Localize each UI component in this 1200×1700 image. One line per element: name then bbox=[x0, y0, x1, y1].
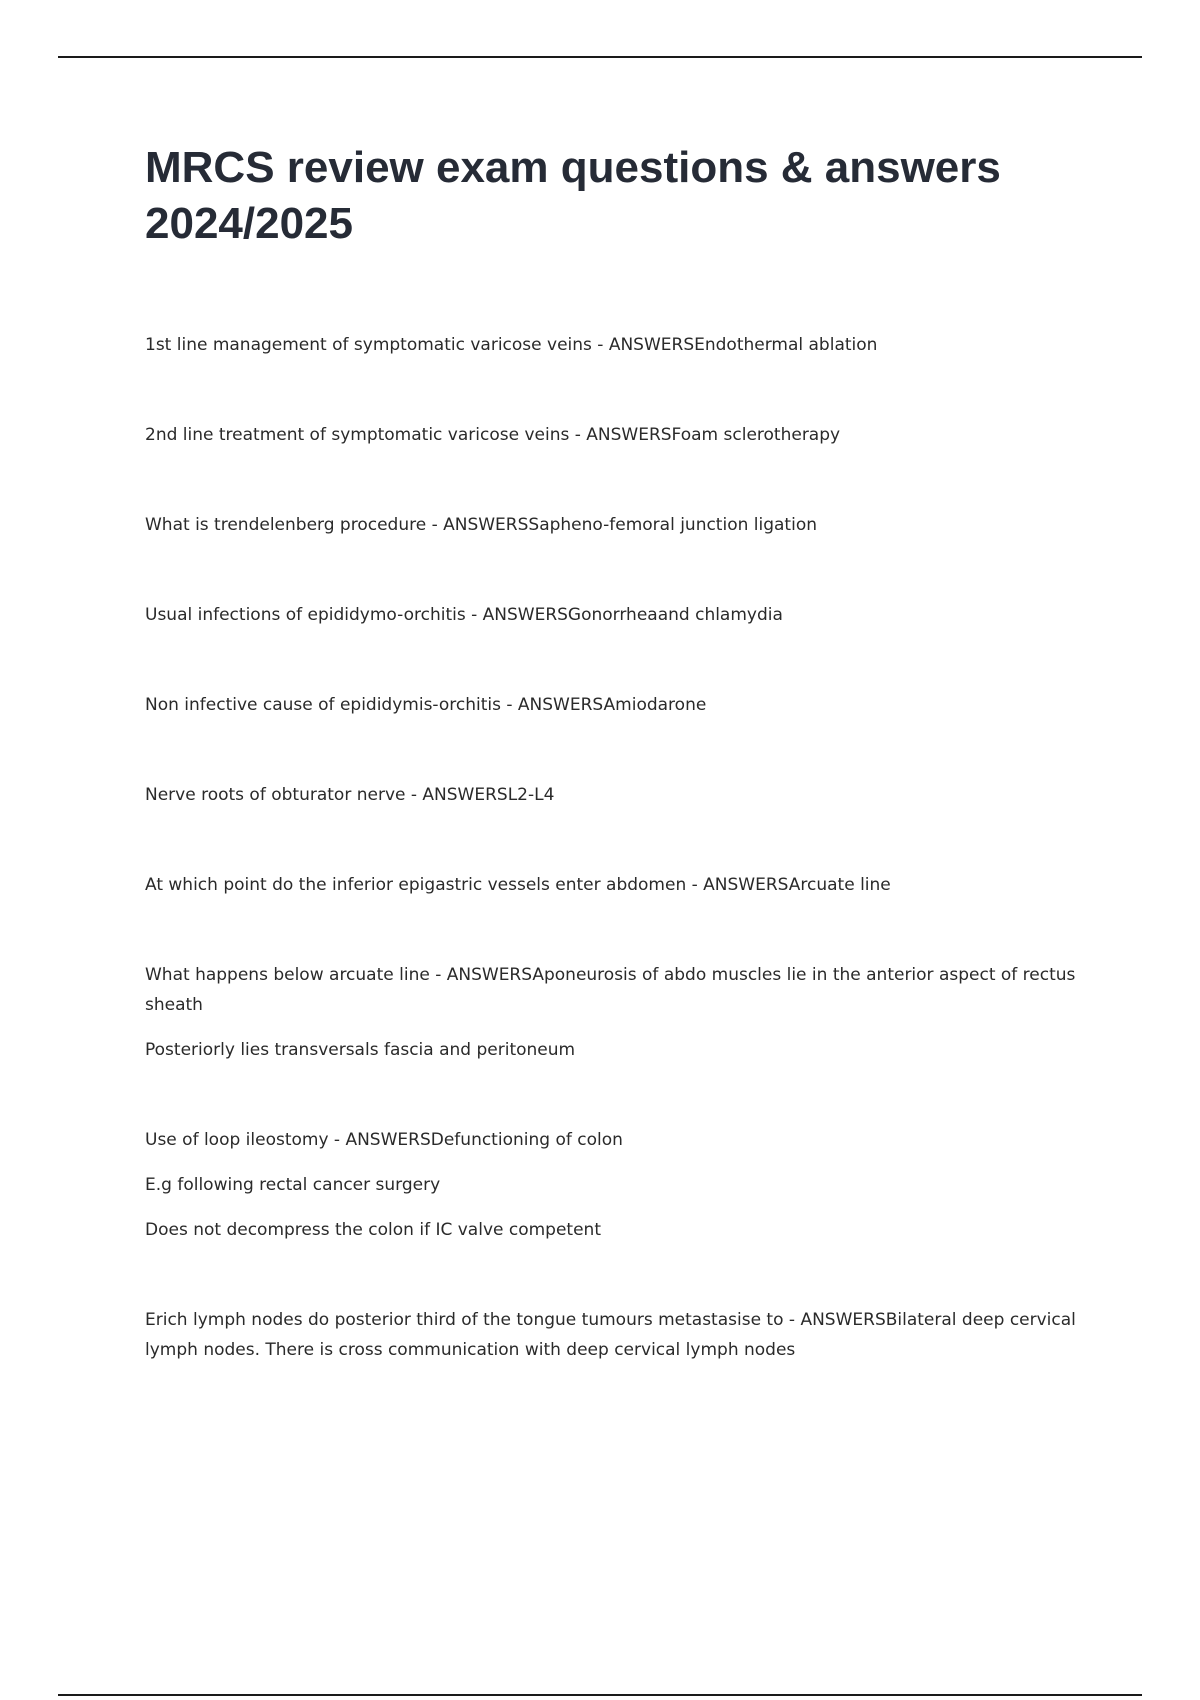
document-title: MRCS review exam questions & answers 2024/2025 bbox=[145, 143, 1001, 248]
top-divider bbox=[58, 56, 1142, 58]
qa-item bbox=[145, 420, 1105, 450]
qa-text: 2nd line treatment of symptomatic varicose veins - ANSWERSFoam sclerotherapy bbox=[145, 425, 841, 445]
qa-item bbox=[145, 600, 1105, 630]
qa-text: Usual infections of epididymo-orchitis - ANSWERSGonorrheaand chlamydia bbox=[145, 605, 783, 625]
qa-note: Does not decompress the colon if IC valve competent bbox=[145, 1220, 601, 1240]
qa-item bbox=[145, 510, 1105, 540]
qa-text: Erich lymph nodes do posterior third of the tongue tumours metastasise to - ANSWERSBilateral deep cervical lymph nodes. There is cross communication with deep cervical lymph nodes bbox=[145, 1310, 1076, 1360]
qa-text: At which point do the inferior epigastric vessels enter abdomen - ANSWERSArcuate line bbox=[145, 875, 891, 895]
qa-text: Nerve roots of obturator nerve - ANSWERSL2-L4 bbox=[145, 785, 555, 805]
qa-item bbox=[145, 1125, 1105, 1245]
qa-item bbox=[145, 960, 1105, 1065]
qa-item bbox=[145, 1305, 1105, 1365]
qa-text: What is trendelenberg procedure - ANSWERSSapheno-femoral junction ligation bbox=[145, 515, 817, 535]
qa-text: 1st line management of symptomatic varicose veins - ANSWERSEndothermal ablation bbox=[145, 335, 878, 355]
qa-item bbox=[145, 870, 1105, 900]
document-body bbox=[145, 140, 1105, 1425]
qa-text: What happens below arcuate line - ANSWERSAponeurosis of abdo muscles lie in the anterior aspect of rectus sheath bbox=[145, 965, 1076, 1015]
qa-note: Posteriorly lies transversals fascia and peritoneum bbox=[145, 1040, 576, 1060]
qa-list bbox=[145, 330, 1105, 1365]
qa-item bbox=[145, 330, 1105, 360]
qa-text: Use of loop ileostomy - ANSWERSDefunctioning of colon bbox=[145, 1130, 623, 1150]
qa-item bbox=[145, 690, 1105, 720]
qa-text: Non infective cause of epididymis-orchitis - ANSWERSAmiodarone bbox=[145, 695, 707, 715]
qa-note: E.g following rectal cancer surgery bbox=[145, 1175, 441, 1195]
qa-item bbox=[145, 780, 1105, 810]
bottom-divider bbox=[58, 1694, 1142, 1696]
